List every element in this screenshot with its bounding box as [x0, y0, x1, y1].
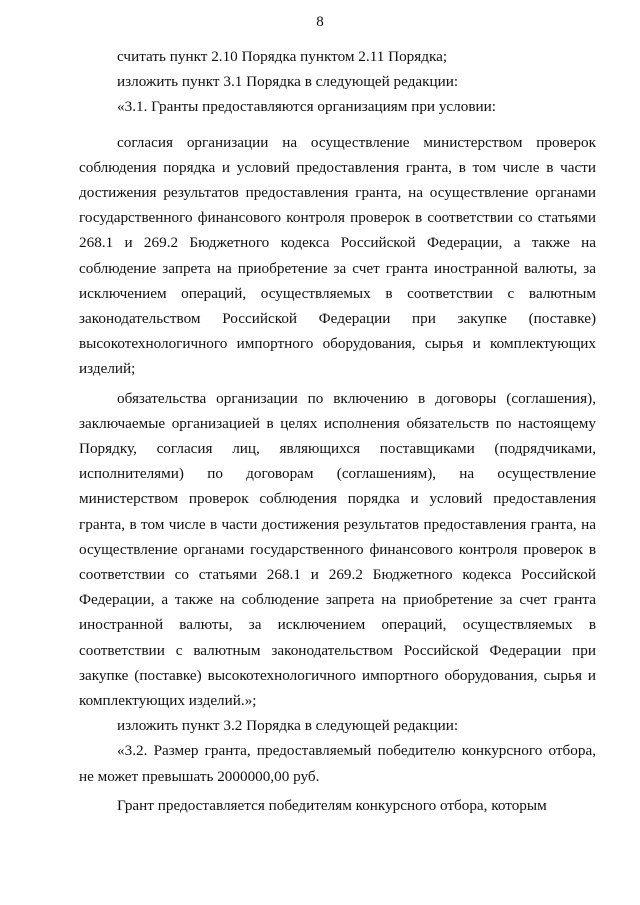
paragraph-3-1-heading: «3.1. Гранты предоставляются организациям при условии: [117, 98, 496, 116]
paragraph-amend-3-1-intro: изложить пункт 3.1 Порядка в следующей редакции: [117, 73, 459, 91]
paragraph-obligation-condition: обязательства организации по включению в договоры (соглашения), заключаемые организацией в целях исполнения обязательств по настоящему Порядку, согласия лиц, являющихся поставщиками (подрядчиками, исполнителями) по договорам (соглашениям), на осуществление министерством проверок соблюдения порядка и условий предоставления гранта, в том числе в части достижения результатов предоставления гранта, на осуществление органами государственного финансового контроля проверок в соответствии со статьями 268.1 и 269.2 Бюджетного кодекса Российской Федерации, а также на соблюдение запрета на приобретение за счет гранта иностранной валюты, за исключением операций, осуществляемых в соответствии с валютным законодательством Российской Федерации при закупке (поставке) высокотехнологичного импортного оборудования, сырья и комплектующих изделий.»; [79, 389, 596, 710]
page-number: 8 [316, 14, 324, 30]
paragraph-consent-condition: согласия организации на осуществление министерством проверок соблюдения порядка и условий предоставления гранта, в том числе в части достижения результатов предоставления гранта, на осуществление органами государственного финансового контроля проверок в соответствии со статьями 268.1 и 269.2 Бюджетного кодекса Российской Федерации, а также на соблюдение запрета на приобретение за счет гранта иностранной валюты, за исключением операций, осуществляемых в соответствии с валютным законодательством Российской Федерации при закупке (поставке) высокотехнологичного импортного оборудования, сырья и комплектующих изделий; [79, 133, 596, 378]
paragraph-grant-provided: Грант предоставляется победителям конкурсного отбора, которым [117, 796, 547, 814]
paragraph-3-2-grant-size: «3.2. Размер гранта, предоставляемый победителю конкурсного отбора, не может превышать 2000000,00 руб. [79, 742, 596, 785]
document-body [79, 44, 596, 818]
paragraph-amend-3-2-intro: изложить пункт 3.2 Порядка в следующей редакции: [117, 717, 459, 735]
paragraph-renumber-2-10: считать пункт 2.10 Порядка пунктом 2.11 Порядка; [117, 48, 448, 65]
spacer [79, 120, 596, 130]
